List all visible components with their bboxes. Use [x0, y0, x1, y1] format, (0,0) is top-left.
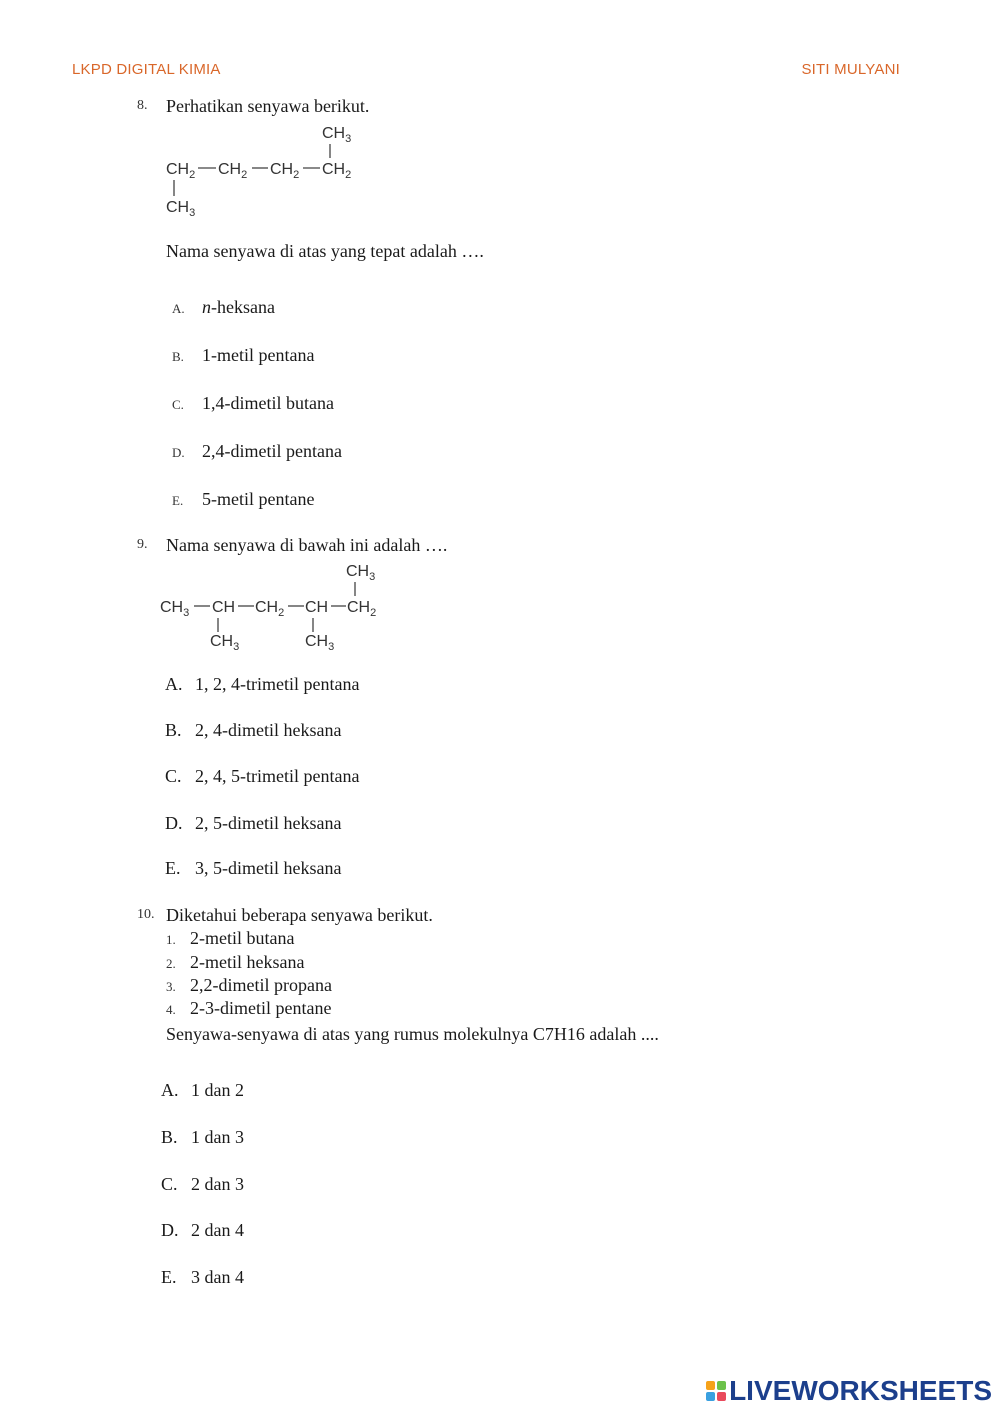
q10-option-c[interactable]: C. 2 dan 3 [161, 1174, 244, 1194]
q8-top-ch3: $CH_3$ [322, 125, 352, 145]
q9-option-a[interactable]: A. 1, 2, 4-trimetil pentana [165, 674, 360, 694]
question-8-prompt: Perhatikan senyawa berikut. [166, 96, 370, 116]
q9-option-b[interactable]: B. 2, 4-dimetil heksana [165, 720, 342, 740]
q10-option-b[interactable]: B. 1 dan 3 [161, 1127, 244, 1147]
question-8-text: Nama senyawa di atas yang tepat adalah …. [166, 241, 484, 261]
svg-text:CH3: $CH_3$ [210, 633, 240, 653]
q9-option-d[interactable]: D. 2, 5-dimetil heksana [165, 813, 342, 833]
logo-square [706, 1392, 715, 1401]
svg-text:CH2: $CH_2$ [218, 161, 248, 181]
q10-option-e[interactable]: E. 3 dan 4 [161, 1267, 244, 1287]
svg-text:CH: CH [305, 599, 329, 616]
q8-option-c[interactable]: C. 1,4-dimetil butana [172, 393, 334, 413]
svg-text:CH3: $CH_3$ [166, 199, 196, 219]
question-9-prompt: Nama senyawa di bawah ini adalah …. [166, 535, 448, 555]
header-right: SITI MULYANI [801, 61, 900, 78]
q8-option-a[interactable]: A. n-heksana [172, 297, 275, 317]
liveworksheets-logo-text: LIVEWORKSHEETS [729, 1375, 992, 1406]
q10-list-item: 4. 2-3-dimetil pentane [166, 998, 332, 1018]
svg-text:CH3: $CH_3$ [305, 633, 335, 653]
header-left: LKPD DIGITAL KIMIA [72, 61, 221, 78]
question-10-prompt: Diketahui beberapa senyawa berikut. [166, 905, 433, 925]
svg-text:CH3: $CH_3$ [346, 563, 376, 583]
question-9-number: 9. [137, 537, 148, 552]
question-8-number: 8. [137, 98, 148, 113]
question-10-number: 10. [137, 907, 155, 922]
svg-text:CH2: $CH_2$ [255, 599, 285, 619]
q8-option-d[interactable]: D. 2,4-dimetil pentana [172, 441, 342, 461]
svg-text:CH2: $CH_2$ [322, 161, 352, 181]
q9-structural-formula [158, 556, 398, 660]
svg-text:CH2: $CH_2$ [166, 161, 196, 181]
q9-option-e[interactable]: E. 3, 5-dimetil heksana [165, 858, 342, 878]
q8-structural-formula [160, 116, 380, 226]
q8-option-e[interactable]: E. 5-metil pentane [172, 489, 315, 509]
q10-list-item: 3. 2,2-dimetil propana [166, 975, 332, 995]
logo-square [706, 1381, 715, 1390]
svg-text:CH2: $CH_2$ [347, 599, 377, 619]
q8-option-b[interactable]: B. 1-metil pentana [172, 345, 315, 365]
liveworksheets-logo-icon [706, 1381, 726, 1401]
svg-text:CH3: $CH_3$ [160, 599, 190, 619]
svg-text:CH: CH [212, 599, 236, 616]
q10-option-d[interactable]: D. 2 dan 4 [161, 1220, 244, 1240]
q10-list-item: 2. 2-metil heksana [166, 952, 305, 972]
logo-square [717, 1381, 726, 1390]
question-10-text: Senyawa-senyawa di atas yang rumus molekulnya C7H16 adalah .... [166, 1024, 659, 1044]
q10-list-item: 1. 2-metil butana [166, 928, 295, 948]
liveworksheets-logo [706, 1375, 992, 1407]
q9-option-c[interactable]: C. 2, 4, 5-trimetil pentana [165, 766, 360, 786]
svg-text:CH2: $CH_2$ [270, 161, 300, 181]
q10-option-a[interactable]: A. 1 dan 2 [161, 1080, 244, 1100]
logo-square [717, 1392, 726, 1401]
